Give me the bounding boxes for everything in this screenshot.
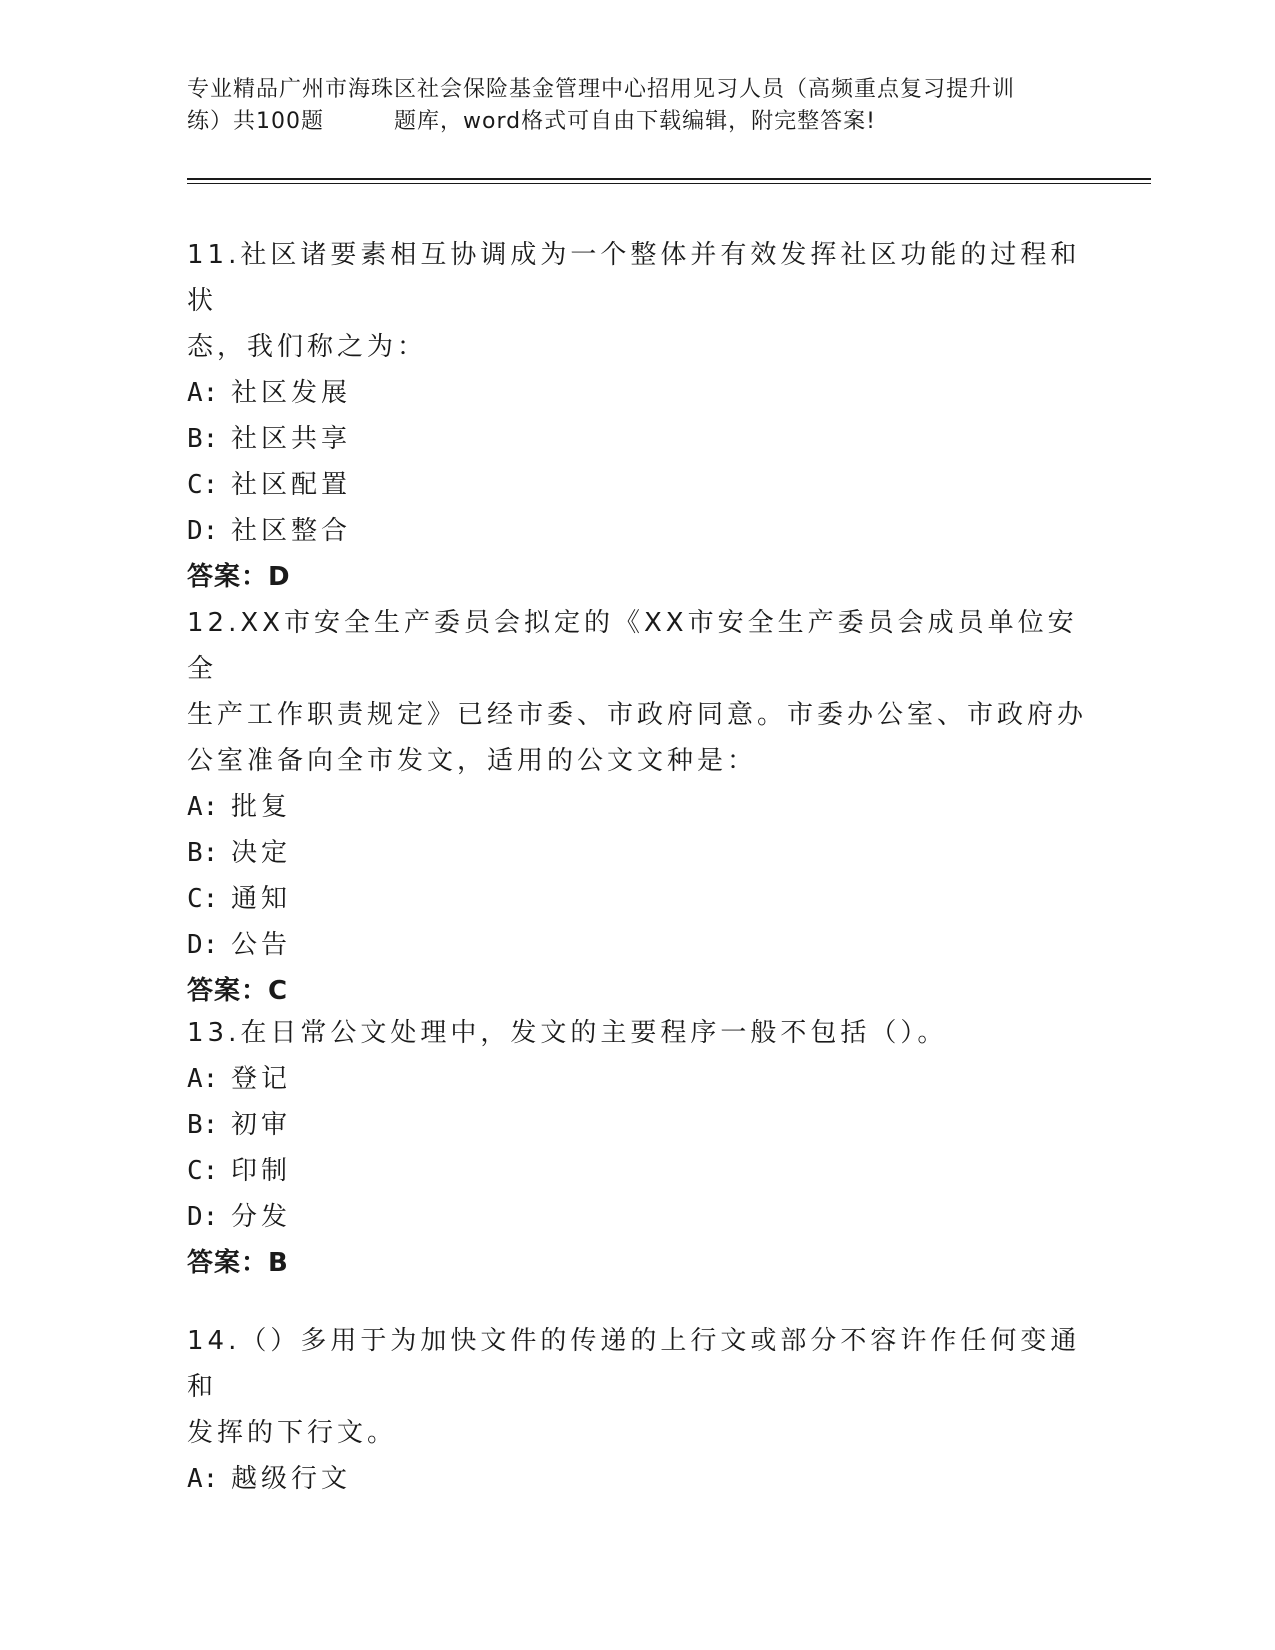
option-letter: C:: [187, 884, 219, 914]
question-stem-line: 态，我们称之为：: [187, 332, 428, 362]
option-letter: C:: [187, 470, 219, 500]
option-text: 通知: [231, 884, 292, 914]
header-title-line-1: 专业精品广州市海珠区社会保险基金管理中心招用见习人员（高频重点复习提升训: [187, 77, 1016, 102]
option-c: [187, 462, 1087, 508]
document-header: [187, 74, 1087, 138]
question-13: [187, 1010, 1087, 1286]
question-stem-line: 生产工作职责规定》已经市委、市政府同意。市委办公室、市政府办: [187, 700, 1088, 730]
question-stem-line: 13.在日常公文处理中，发文的主要程序一般不包括（）。: [187, 1018, 948, 1048]
header-title-line-2b: 题库，word格式可自由下载编辑，附完整答案!: [394, 109, 876, 134]
answer-line: 答案：B: [187, 1248, 289, 1278]
question-stem-line: 14.（）多用于为加快文件的传递的上行文或部分不容许作任何变通和: [187, 1326, 1081, 1402]
question-14: [187, 1318, 1087, 1502]
option-text: 初审: [231, 1110, 292, 1140]
header-divider-bottom: [187, 183, 1151, 184]
option-a: [187, 784, 1087, 830]
option-letter: A:: [187, 378, 219, 408]
option-letter: A:: [187, 1064, 219, 1094]
header-divider-top: [187, 178, 1151, 180]
option-letter: A:: [187, 1464, 219, 1494]
option-letter: A:: [187, 792, 219, 822]
option-letter: D:: [187, 516, 219, 546]
question-stem-line: 11.社区诸要素相互协调成为一个整体并有效发挥社区功能的过程和状: [187, 240, 1081, 316]
option-d: [187, 922, 1087, 968]
option-c: [187, 1148, 1087, 1194]
question-stem-line: 发挥的下行文。: [187, 1418, 398, 1448]
option-letter: D:: [187, 1202, 219, 1232]
option-a: [187, 370, 1087, 416]
option-text: 批复: [231, 792, 292, 822]
question-11: [187, 232, 1087, 600]
option-text: 社区共享: [231, 424, 352, 454]
option-a: [187, 1056, 1087, 1102]
option-letter: B:: [187, 838, 219, 868]
option-text: 登记: [231, 1064, 292, 1094]
option-text: 越级行文: [231, 1464, 352, 1494]
question-stem-line: 12.XX市安全生产委员会拟定的《XX市安全生产委员会成员单位安全: [187, 608, 1078, 684]
option-d: [187, 508, 1087, 554]
option-d: [187, 1194, 1087, 1240]
option-b: [187, 830, 1087, 876]
question-12: [187, 600, 1087, 1014]
option-letter: C:: [187, 1156, 219, 1186]
option-text: 社区整合: [231, 516, 352, 546]
header-title-line-2: [187, 106, 1087, 138]
question-stem-line: 公室准备向全市发文，适用的公文文种是：: [187, 746, 758, 776]
answer-line: 答案：C: [187, 976, 289, 1006]
header-title-line-2a: 练）共100题: [187, 109, 324, 134]
option-text: 社区配置: [231, 470, 352, 500]
option-a: [187, 1456, 1087, 1502]
option-c: [187, 876, 1087, 922]
option-text: 印制: [231, 1156, 292, 1186]
option-text: 公告: [231, 930, 292, 960]
answer-line: 答案：D: [187, 562, 291, 592]
option-text: 社区发展: [231, 378, 352, 408]
option-letter: D:: [187, 930, 219, 960]
option-text: 决定: [231, 838, 292, 868]
option-letter: B:: [187, 424, 219, 454]
option-text: 分发: [231, 1202, 292, 1232]
option-b: [187, 416, 1087, 462]
option-letter: B:: [187, 1110, 219, 1140]
option-b: [187, 1102, 1087, 1148]
